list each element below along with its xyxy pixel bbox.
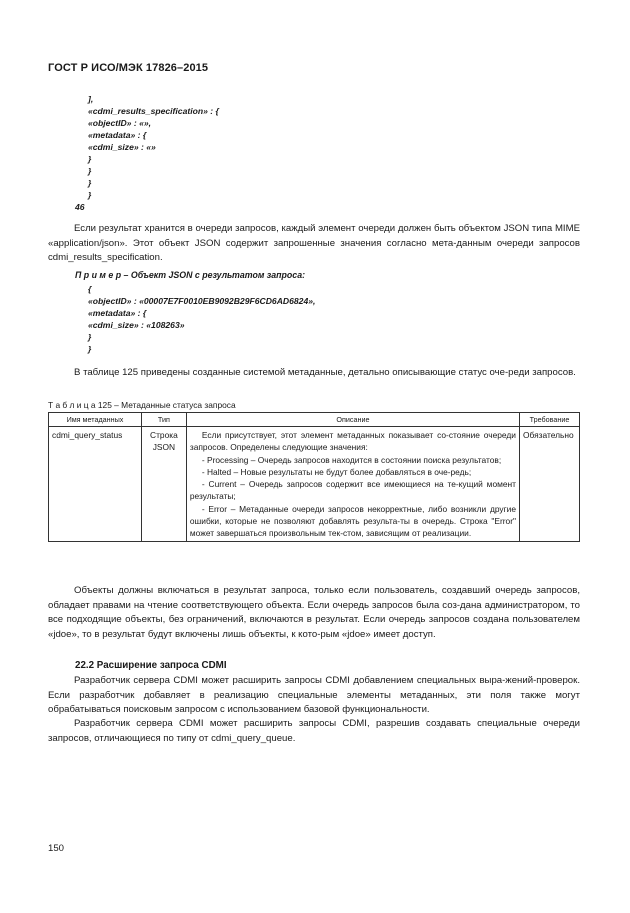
page-number: 150	[48, 843, 65, 854]
description-text: Если присутствует, этот элемент метаданных показывает со-стояние очереди запросов. Определены следующие значения:	[189, 430, 516, 453]
paragraph-table-intro: В таблице 125 приведены созданные системой метаданные, детально описывающие статус оче-реди запросов.	[74, 367, 576, 378]
cell-description	[186, 427, 519, 542]
column-header: Требование	[519, 413, 579, 427]
code-line: }	[88, 332, 92, 342]
code-line: «cdmi_size» : «»	[88, 142, 156, 152]
code-line: «cdmi_size» : «108263»	[88, 320, 185, 330]
code-line: «objectID» : «00007E7F0010EB9092B29F6CD6AD6824»,	[88, 296, 316, 306]
code-line: }	[88, 154, 92, 164]
cell-type: Строка JSON	[141, 427, 186, 542]
metadata-status-table	[48, 412, 580, 542]
document-header: ГОСТ Р ИСО/МЭК 17826–2015	[48, 62, 209, 74]
code-line: «cdmi_results_specification» : {	[88, 106, 219, 116]
table-header-row	[49, 413, 580, 427]
code-line: 46	[75, 202, 85, 212]
code-line: «objectID» : «»,	[88, 118, 152, 128]
code-line: ],	[88, 94, 94, 104]
column-header: Имя метаданных	[49, 413, 142, 427]
description-value: - Halted – Новые результаты не будут более добавляться в оче-редь;	[201, 466, 472, 477]
description-value: - Error – Метаданные очереди запросов некорректные, либо возникли другие ошибки, которые не позволяют добавлять результа-ты в очередь. Строка "Error" может завершаться произвольным тек-стом, зависящим от реализации.	[189, 503, 516, 539]
column-header: Описание	[186, 413, 519, 427]
example-label: П р и м е р – Объект JSON с результатом запроса:	[75, 270, 306, 280]
paragraph-results-queue: Если результат хранится в очереди запросов, каждый элемент очереди должен быть объектом JSON типа MIME «application/json». Этот объект JSON содержит запрошенные значения согласно мета-данным очереди запросов cdmi_results_specification.	[48, 223, 580, 263]
paragraph-custom-queues: Разработчик сервера CDMI может расширить запросы CDMI, разрешив создавать специальные очереди запросов, отличающиеся по типу от cdmi_query_queue.	[48, 718, 580, 744]
code-line: }	[88, 166, 92, 176]
section-heading: 22.2 Расширение запроса CDMI	[75, 660, 227, 671]
table-row	[49, 427, 580, 542]
description-value: - Current – Очередь запросов содержит все имеющиеся на те-кущий момент результаты;	[189, 479, 516, 502]
code-line: }	[88, 178, 92, 188]
paragraph-access-rights: Объекты должны включаться в результат запроса, только если пользователь, создавший очередь запросов, обладает правами на чтение соответствующего объекта. Если очередь запросов была соз-дана администратором, то все подходящие объекты, без ограничений, включаются в результат. Если очередь запросов создана пользователем «jdoe», то в результат будут включены лишь объекты, к кото-рым «jdoe» имеет доступ.	[48, 585, 580, 640]
cell-metadata-name: cdmi_query_status	[49, 427, 142, 542]
code-line: }	[88, 190, 92, 200]
code-line: «metadata» : {	[88, 308, 147, 318]
code-line: {	[88, 284, 92, 294]
table-caption: Т а б л и ц а 125 – Метаданные статуса запроса	[48, 400, 236, 410]
column-header: Тип	[141, 413, 186, 427]
code-line: «metadata» : {	[88, 130, 147, 140]
cell-requirement: Обязательно	[519, 427, 579, 542]
code-line: }	[88, 344, 92, 354]
paragraph-extensions: Разработчик сервера CDMI может расширить запросы CDMI добавлением специальных выра-жений-проверок. Если разработчик добавляет в реализацию специальные элементы метаданных, эти поля также могут обрабатываться поисковым запросом с использованием базовой функциональности.	[48, 675, 580, 715]
description-value: - Processing – Очередь запросов находится в состоянии поиска результатов;	[201, 454, 502, 465]
